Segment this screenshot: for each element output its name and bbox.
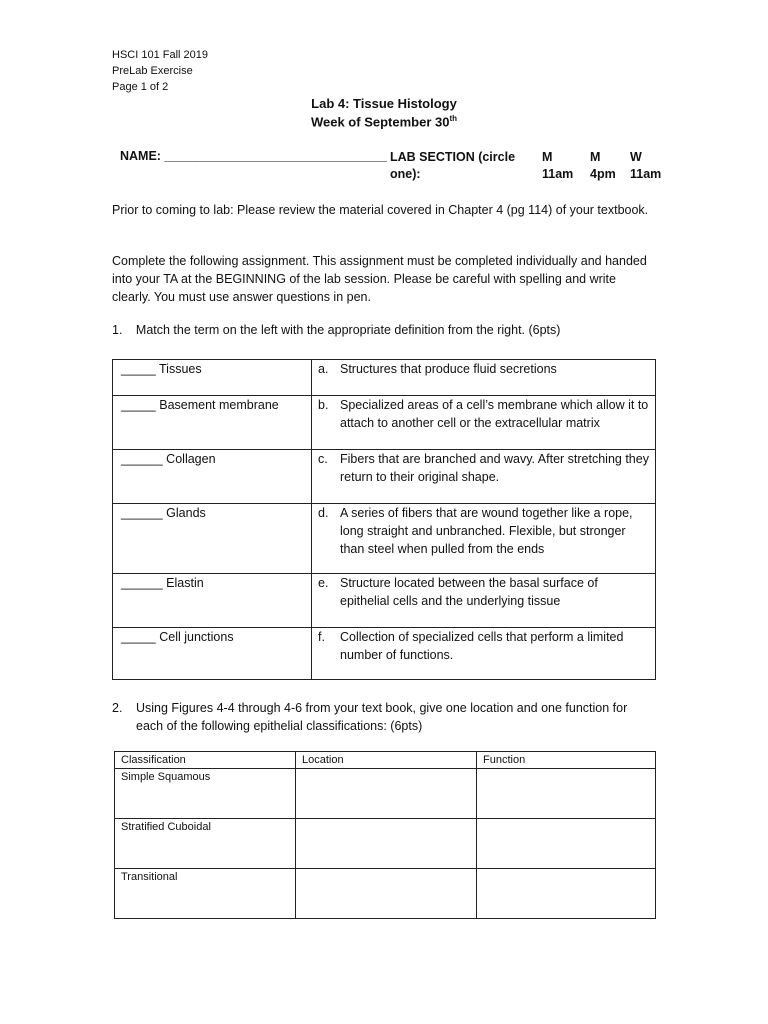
matching-table [112,359,656,680]
definition-text: Collection of specialized cells that perform a limited number of functions. [340,630,624,662]
definition-text: Specialized areas of a cell’s membrane which allow it to attach to another cell or the extracellular matrix [340,398,649,430]
term-cell[interactable]: ______ Collagen [113,450,312,504]
table-row [115,819,656,869]
header-location: Location [296,752,477,769]
term-cell[interactable]: _____ Tissues [113,360,312,396]
term-cell[interactable]: _____ Cell junctions [113,628,312,680]
section-option-day: M [590,150,601,164]
question-1 [112,323,560,337]
function-cell[interactable] [477,769,656,819]
course-name: HSCI 101 Fall 2019 [112,49,208,61]
prior-instructions: Prior to coming to lab: Please review the material covered in Chapter 4 (pg 114) of your textbook. [112,203,649,217]
table-row [113,574,656,628]
classification-cell: Stratified Cuboidal [115,819,296,869]
function-cell[interactable] [477,869,656,919]
definition-text: Structure located between the basal surface of epithelial cells and the underlying tissue [340,576,598,608]
section-option-time: 11am [630,167,662,181]
page-number: Page 1 of 2 [112,81,169,93]
course-header [112,47,208,95]
question-2-text: Using Figures 4-4 through 4-6 from your text book, give one location and one function for each of the following epithelial classifications: (6pts) [136,701,628,733]
definition-text: Structures that produce fluid secretions [340,362,557,376]
definition-letter: e. [318,576,329,590]
term-cell[interactable]: _____ Basement membrane [113,396,312,450]
definition-letter: a. [318,362,329,376]
definition-cell [312,574,656,628]
table-row [113,450,656,504]
section-option-3[interactable] [630,149,661,183]
definition-cell [312,360,656,396]
header-function: Function [477,752,656,769]
section-option-day: M [542,150,553,164]
definition-letter: c. [318,452,328,466]
lab-week-text: Week of September 30 [310,114,450,130]
lab-section-label-2: one): [390,167,421,181]
definition-cell [312,450,656,504]
function-cell[interactable] [477,819,656,869]
lab-section-label [390,149,515,183]
classification-cell: Simple Squamous [115,769,296,819]
location-cell[interactable] [296,819,477,869]
section-option-2[interactable] [590,149,616,183]
section-option-day: W [630,150,642,164]
lab-section-label-1: LAB SECTION (circle [390,150,516,164]
definition-text: A series of fibers that are wound together like a rope, long straight and unbranched. Flexible, but stronger than steel when pulled from the ends [340,506,633,556]
classification-cell: Transitional [115,869,296,919]
table-row [115,769,656,819]
table-row [115,869,656,919]
header-classification: Classification [115,752,296,769]
location-cell[interactable] [296,869,477,919]
table-row [113,504,656,574]
question-1-text: Match the term on the left with the appropriate definition from the right. (6pts) [135,323,561,337]
table-row [113,396,656,450]
section-option-time: 11am [542,167,574,181]
name-field[interactable]: NAME: ________________________________ [120,149,387,163]
question-2 [112,699,652,735]
term-cell[interactable]: ______ Glands [113,504,312,574]
classification-table [114,751,656,919]
table-row [113,628,656,680]
location-cell[interactable] [296,769,477,819]
question-2-number: 2. [112,701,123,715]
term-cell[interactable]: ______ Elastin [113,574,312,628]
table-header-row [115,752,656,769]
assignment-instructions: Complete the following assignment. This assignment must be completed individually and handed into your TA at the BEGINNING of the lab session. Please be careful with spelling and write clearly. You must use answer questions in pen. [112,254,647,304]
lab-week-sup: th [449,114,458,123]
definition-cell [312,396,656,450]
table-row [113,360,656,396]
question-1-number: 1. [112,323,123,337]
definition-letter: b. [318,398,329,412]
definition-letter: f. [318,630,325,644]
lab-week [0,114,768,129]
section-option-1[interactable] [542,149,573,183]
definition-cell [312,504,656,574]
exercise-type: PreLab Exercise [112,65,193,77]
definition-letter: d. [318,506,329,520]
definition-cell [312,628,656,680]
definition-text: Fibers that are branched and wavy. After stretching they return to their original shape. [340,452,649,484]
lab-title: Lab 4: Tissue Histology [311,96,457,111]
section-option-time: 4pm [590,167,616,181]
